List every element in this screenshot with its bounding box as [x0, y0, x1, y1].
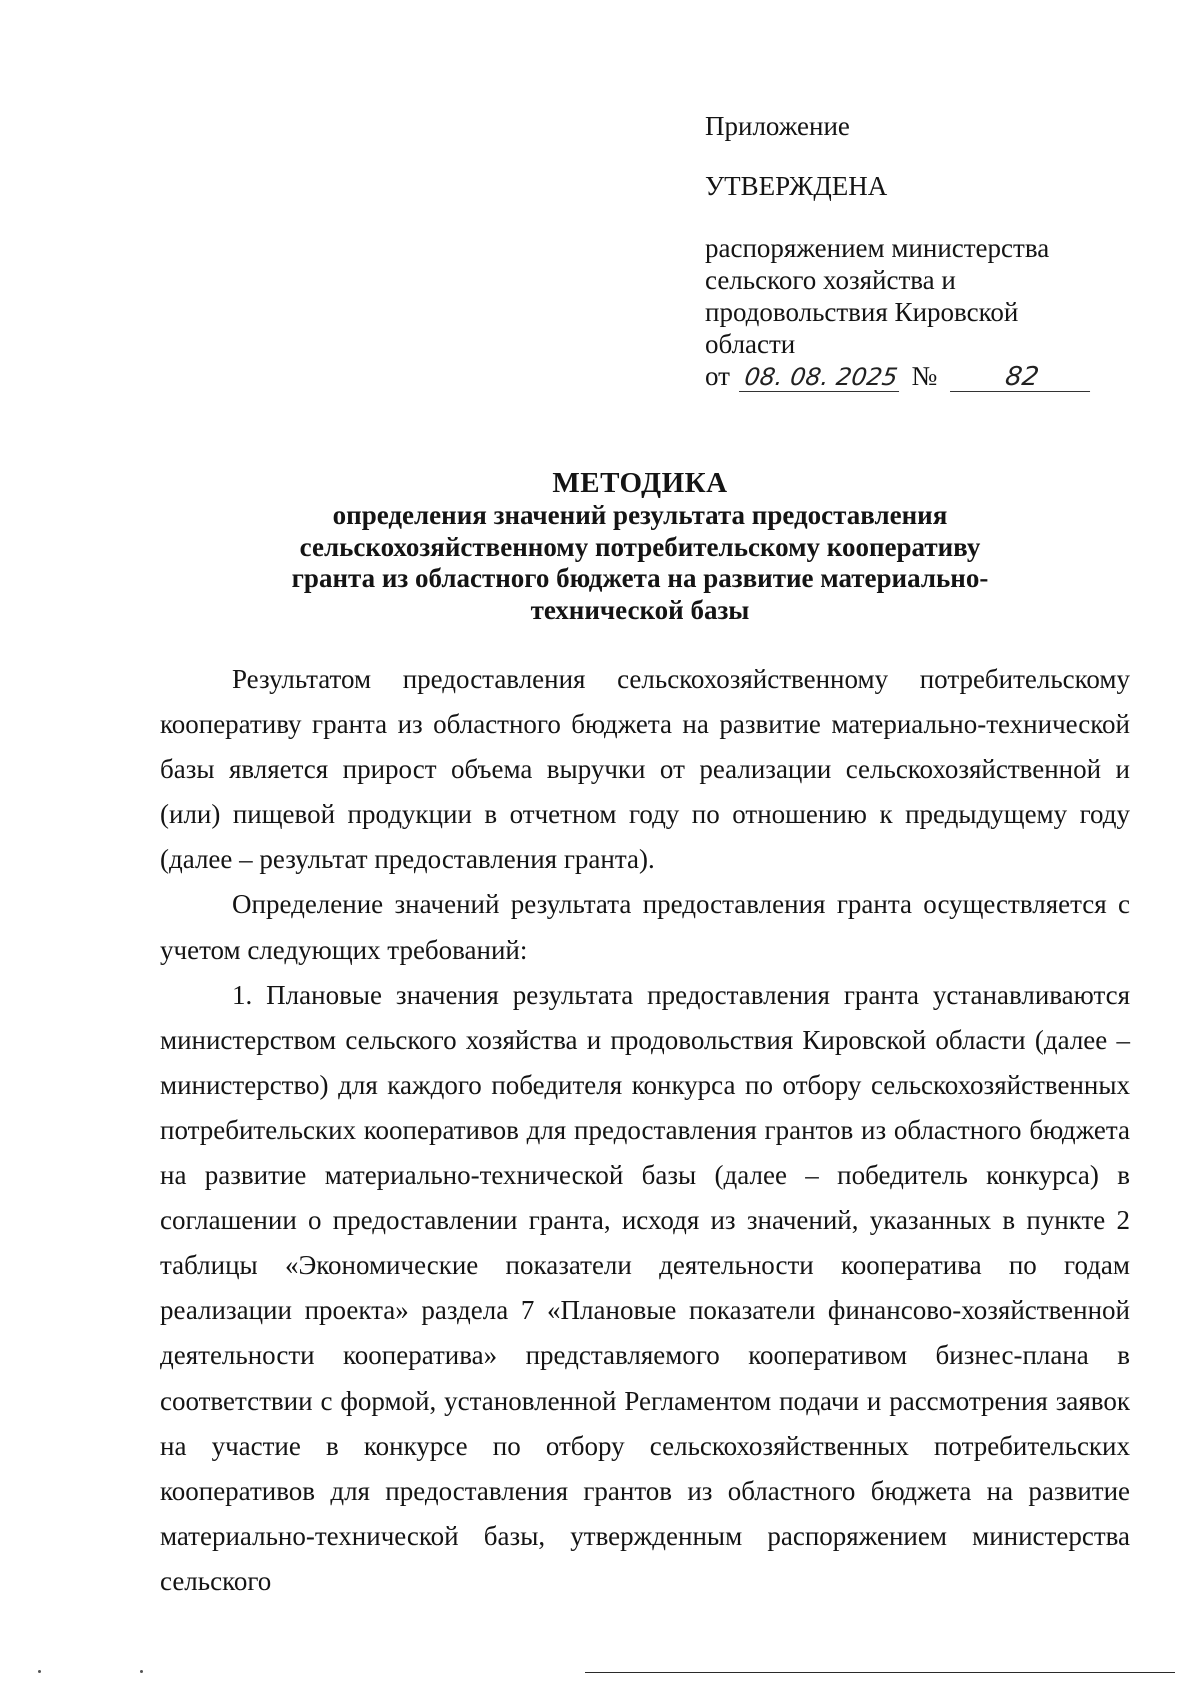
subtitle-line: определения значений результата предоставления [332, 500, 948, 530]
title-main: МЕТОДИКА [552, 467, 728, 499]
paragraph-requirements-intro: Определение значений результата предоставления гранта осуществляется с учетом следующих требований: [160, 889, 1130, 965]
approved-label: УТВЕРЖДЕНА [705, 171, 888, 201]
handwritten-date: 08. 08. 2025 [739, 363, 903, 392]
order-reference [705, 360, 1085, 392]
body-text [160, 657, 1130, 1604]
paragraph-item-1: 1. Плановые значения результата предоставления гранта устанавливаются министерством сельского хозяйства и продовольствия Кировской области (далее – министерство) для каждого победителя конкурса по отбору сельскохозяйственных потребительских кооперативов для предоставления грантов из областного бюджета на развитие материально-технической базы (далее – победитель конкурса) в соглашении о предоставлении гранта, исходя из значений, указанных в пункте 2 таблицы «Экономические показатели деятельности кооператива по годам реализации проекта» раздела 7 «Плановые показатели финансово-хозяйственной деятельности кооператива» представляемого кооперативом бизнес-плана в соответствии с формой, установленной Регламентом подачи и рассмотрения заявок на участие в конкурсе по отбору сельскохозяйственных потребительских кооперативов для предоставления грантов из областного бюджета на развитие материально-технической базы, утвержденным распоряжением министерства сельского [160, 979, 1130, 1596]
issuer-line: области [705, 329, 796, 359]
footer-rule [585, 1672, 1175, 1673]
issuer-text [705, 232, 1085, 360]
paragraph-result-definition: Результатом предоставления сельскохозяйственному потребительскому кооперативу гранта из областного бюджета на развитие материально-технической базы является прирост объема выручки от реализации сельскохозяйственной и (или) пищевой продукции в отчетном году по отношению к предыдущему году (далее – результат предоставления гранта). [160, 664, 1130, 875]
subtitle-line: гранта из областного бюджета на развитие материально- [291, 563, 989, 593]
issuer-line: продовольствия Кировской [705, 297, 1019, 327]
handwritten-number: 82 [950, 363, 1094, 392]
number-prefix: № [911, 361, 938, 391]
issuer-line: сельского хозяйства и [705, 265, 956, 295]
annex-label: Приложение [705, 111, 850, 141]
approval-block [705, 110, 1085, 392]
date-prefix: от [705, 361, 730, 391]
document-title [160, 466, 1120, 626]
title-subtitle [160, 500, 1120, 626]
subtitle-line: сельскохозяйственному потребительскому кооперативу [299, 531, 981, 562]
scan-dot [140, 1670, 143, 1673]
issuer-line: распоряжением министерства [705, 233, 1050, 263]
scan-dot [38, 1670, 41, 1673]
subtitle-line: технической базы [530, 594, 750, 625]
